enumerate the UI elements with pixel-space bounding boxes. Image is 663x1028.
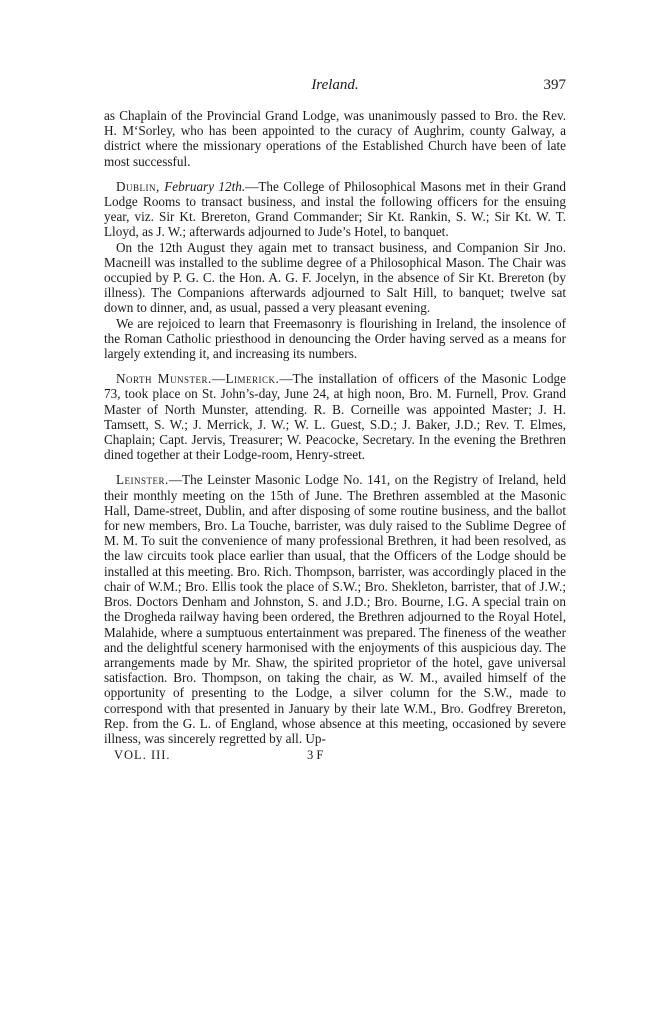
paragraph-text: We are rejoiced to learn that Freemasonry is flourishing in Ireland, the insolence of the Roman Catholic priesthood in denouncing the Order having served as a means for largely extending it, and increasing its numbers. (104, 315, 566, 362)
volume-label: VOL. III. (114, 748, 171, 763)
page-header (104, 78, 566, 100)
book-page (104, 78, 566, 764)
paragraph-text: —The Leinster Masonic Lodge No. 141, on the Registry of Ireland, held their monthly meeting on the 15th of June. The Brethren assembled at the Masonic Hall, Dame-street, Dublin, and after disposing of some routine business, and the ballot for new members, Bro. La Touche, barrister, was duly raised to the Sublime Degree of M. M. To suit the convenience of many professional Brethren, it had been resolved, as the law circuits took place earlier than usual, that the Officers of the Lodge should be installed at this meeting. Bro. Rich. Thompson, barrister, was accordingly placed in the chair of W.M.; Bro. Ellis took the place of S.W.; Bro. Shekleton, barrister, that of J.W.; Bros. Doctors Denham and Johnston, S. and J.D.; Bro. Bourne, I.G. A special train on the Drogheda railway having been ordered, the Brethren adjourned to the Royal Hotel, Malahide, where a sumptuous entertainment was prepared. The fineness of the weather and the delightful scenery harmonised with the enjoyments of this auspicious day. The arrangements made by Mr. Shaw, the spirited proprietor of the hotel, gave universal satisfaction. Bro. Thompson, on taking the chair, as W. M., availed himself of the opportunity of presenting to the Lodge, a silver column for the S.W., made to correspond with that presented in January by their late W.M., Bro. Godfrey Brereton, Rep. from the G. L. of England, whose absence at this meeting, occasioned by severe illness, was sincerely regretted by all. Up- (104, 472, 566, 746)
paragraph-north-munster (104, 371, 566, 462)
page-number: 397 (543, 77, 566, 93)
paragraph-leinster (104, 472, 566, 746)
section-date: February 12th. (164, 178, 246, 194)
section-lead-dublin: Dublin, (116, 178, 160, 194)
paragraph-dublin (104, 179, 566, 240)
paragraph-text: —The College of Philosophical Masons met in their Grand Lodge Rooms to transact business, and instal the following officers for the ensuing year, viz. Sir Kt. Brereton, Grand Commander; Sir Kt. Rankin, S. W.; Sir Kt. W. T. Lloyd, as J. W.; afterwards adjourned to Jude’s Hotel, to banquet. (104, 178, 567, 240)
section-lead-leinster: Leinster. (116, 472, 169, 488)
paragraph-chaplain (104, 108, 566, 169)
paragraph-text: as Chaplain of the Provincial Grand Lodge, was unanimously passed to Bro. the Rev. H. M‘Sorley, who has been appointed to the curacy of Aughrim, county Galway, a district where the missionary operations of the Established Church have been of late most successful. (104, 108, 566, 169)
signature-mark: 3 F (307, 748, 324, 763)
section-lead-north-munster: North Munster.—Limerick. (116, 371, 280, 387)
paragraph-text: On the 12th August they again met to transact business, and Companion Sir Jno. Macneill was installed to the sublime degree of a Philosophical Mason. The Chair was occupied by P. G. C. the Hon. A. G. F. Jocelyn, in the absence of Sir Kt. Brereton (by illness). The Companions afterwards adjourned to Salt Hill, to banquet; twelve sat down to dinner, and, as usual, passed a very pleasant evening. (104, 239, 566, 316)
paragraph-text: —The installation of officers of the Masonic Lodge 73, took place on St. John’s-day, June 24, at high noon, Bro. M. Furnell, Prov. Grand Master of North Munster, attending. R. B. Corneille was appointed Master; J. H. Tamsett, S. W.; J. Merrick, J. W.; W. L. Guest, S.D.; J. Baker, J.D.; Rev. T. Elmes, Chaplain; Capt. Jervis, Treasurer; W. Peacocke, Secretary. In the evening the Brethren dined together at their Lodge-room, Henry-street. (104, 371, 566, 463)
paragraph-august-meeting (104, 240, 566, 316)
page-footer (104, 748, 566, 764)
paragraph-freemasonry-ireland (104, 316, 566, 362)
running-title: Ireland. (311, 77, 359, 93)
